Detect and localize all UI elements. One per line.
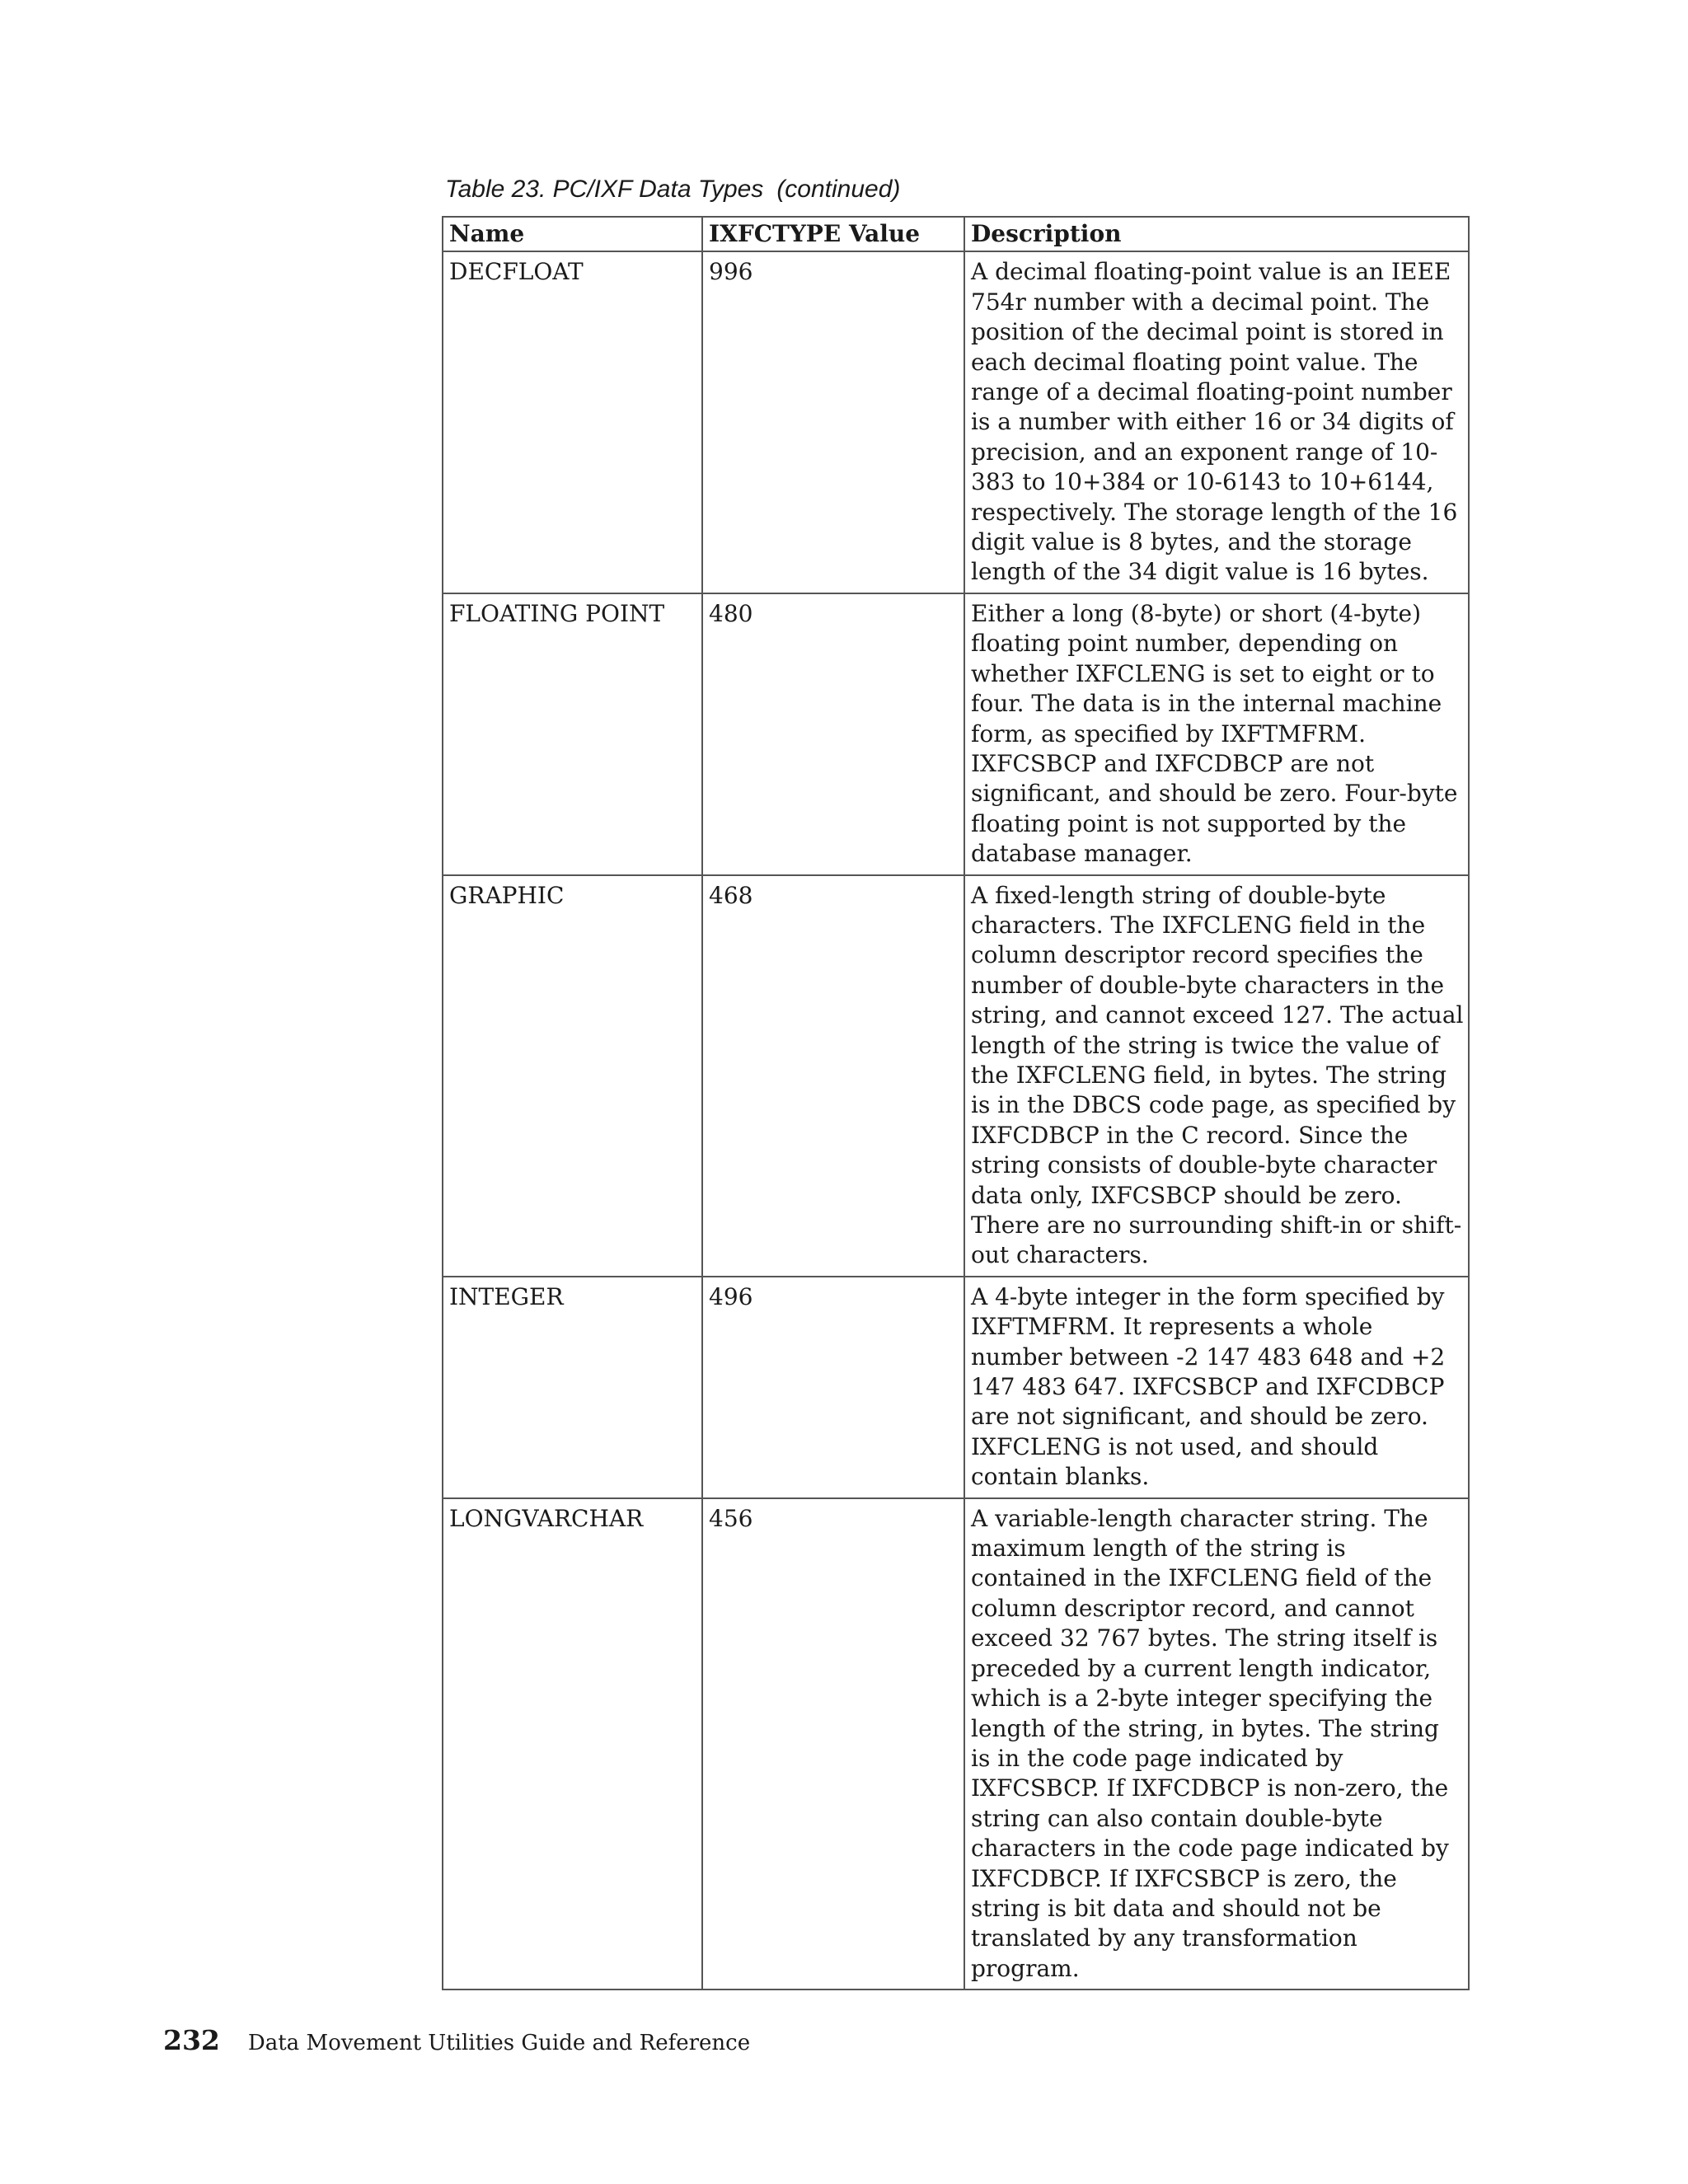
header-ixfctype-value: IXFCTYPE Value <box>702 217 964 251</box>
header-description: Description <box>964 217 1469 251</box>
row-description: A variable-length character string. The maximum length of the string is contained in the IXFCLENG field of the column descriptor record, and cannot exceed 32 767 bytes. The string itself is preceded by a current length indicator, which is a 2-byte integer specifying the length of the string, in bytes. The string is in the code page indicated by IXFCSBCP. If IXFCDBCP is non-zero, the string can also contain double-byte characters in the code page indicated by IXFCDBCP. If IXFCSBCP is zero, the string is bit data and should not be translated by any transformation program. <box>964 1498 1469 1990</box>
table-caption-title: Table 23. PC/IXF Data Types <box>445 176 764 203</box>
row-ixfctype-value: 480 <box>702 593 964 875</box>
row-name: DECFLOAT <box>443 251 702 593</box>
row-name: INTEGER <box>443 1277 702 1498</box>
row-ixfctype-value: 456 <box>702 1498 964 1990</box>
header-name: Name <box>443 217 702 251</box>
row-ixfctype-value: 468 <box>702 875 964 1277</box>
table-row <box>443 251 1469 593</box>
row-description: A decimal floating-point value is an IEEE 754r number with a decimal point. The position of the decimal point is stored in each decimal floating point value. The range of a decimal floating-point number is a number with either 16 or 34 digits of precision, and an exponent range of 10-383 to 10+384 or 10-6143 to 10+6144, respectively. The storage length of the 16 digit value is 8 bytes, and the storage length of the 34 digit value is 16 bytes. <box>964 251 1469 593</box>
table-row <box>443 593 1469 875</box>
row-ixfctype-value: 996 <box>702 251 964 593</box>
table-row <box>443 1498 1469 1990</box>
table-row <box>443 875 1469 1277</box>
row-description: A 4-byte integer in the form specified by IXFTMFRM. It represents a whole number between -2 147 483 648 and +2 147 483 647. IXFCSBCP and IXFCDBCP are not significant, and should be zero. IXFCLENG is not used, and should contain blanks. <box>964 1277 1469 1498</box>
row-description: Either a long (8-byte) or short (4-byte) floating point number, depending on whether IXFCLENG is set to eight or to four. The data is in the internal machine form, as specified by IXFTMFRM. IXFCSBCP and IXFCDBCP are not significant, and should be zero. Four-byte floating point is not supported by the database manager. <box>964 593 1469 875</box>
page-number: 232 <box>163 2024 220 2056</box>
row-name: GRAPHIC <box>443 875 702 1277</box>
row-name: FLOATING POINT <box>443 593 702 875</box>
table-caption-continued: (continued) <box>776 176 901 203</box>
row-name: LONGVARCHAR <box>443 1498 702 1990</box>
table-header-row <box>443 217 1469 251</box>
table-row <box>443 1277 1469 1498</box>
page-footer <box>163 2024 750 2056</box>
book-title: Data Movement Utilities Guide and Reference <box>247 2031 751 2055</box>
row-description: A fixed-length string of double-byte characters. The IXFCLENG field in the column descriptor record specifies the number of double-byte characters in the string, and cannot exceed 127. The actual length of the string is twice the value of the IXFCLENG field, in bytes. The string is in the DBCS code page, as specified by IXFCDBCP in the C record. Since the string consists of double-byte character data only, IXFCSBCP should be zero. There are no surrounding shift-in or shift-out characters. <box>964 875 1469 1277</box>
row-ixfctype-value: 496 <box>702 1277 964 1498</box>
data-types-table <box>442 216 1470 1990</box>
table-caption <box>445 173 1467 206</box>
